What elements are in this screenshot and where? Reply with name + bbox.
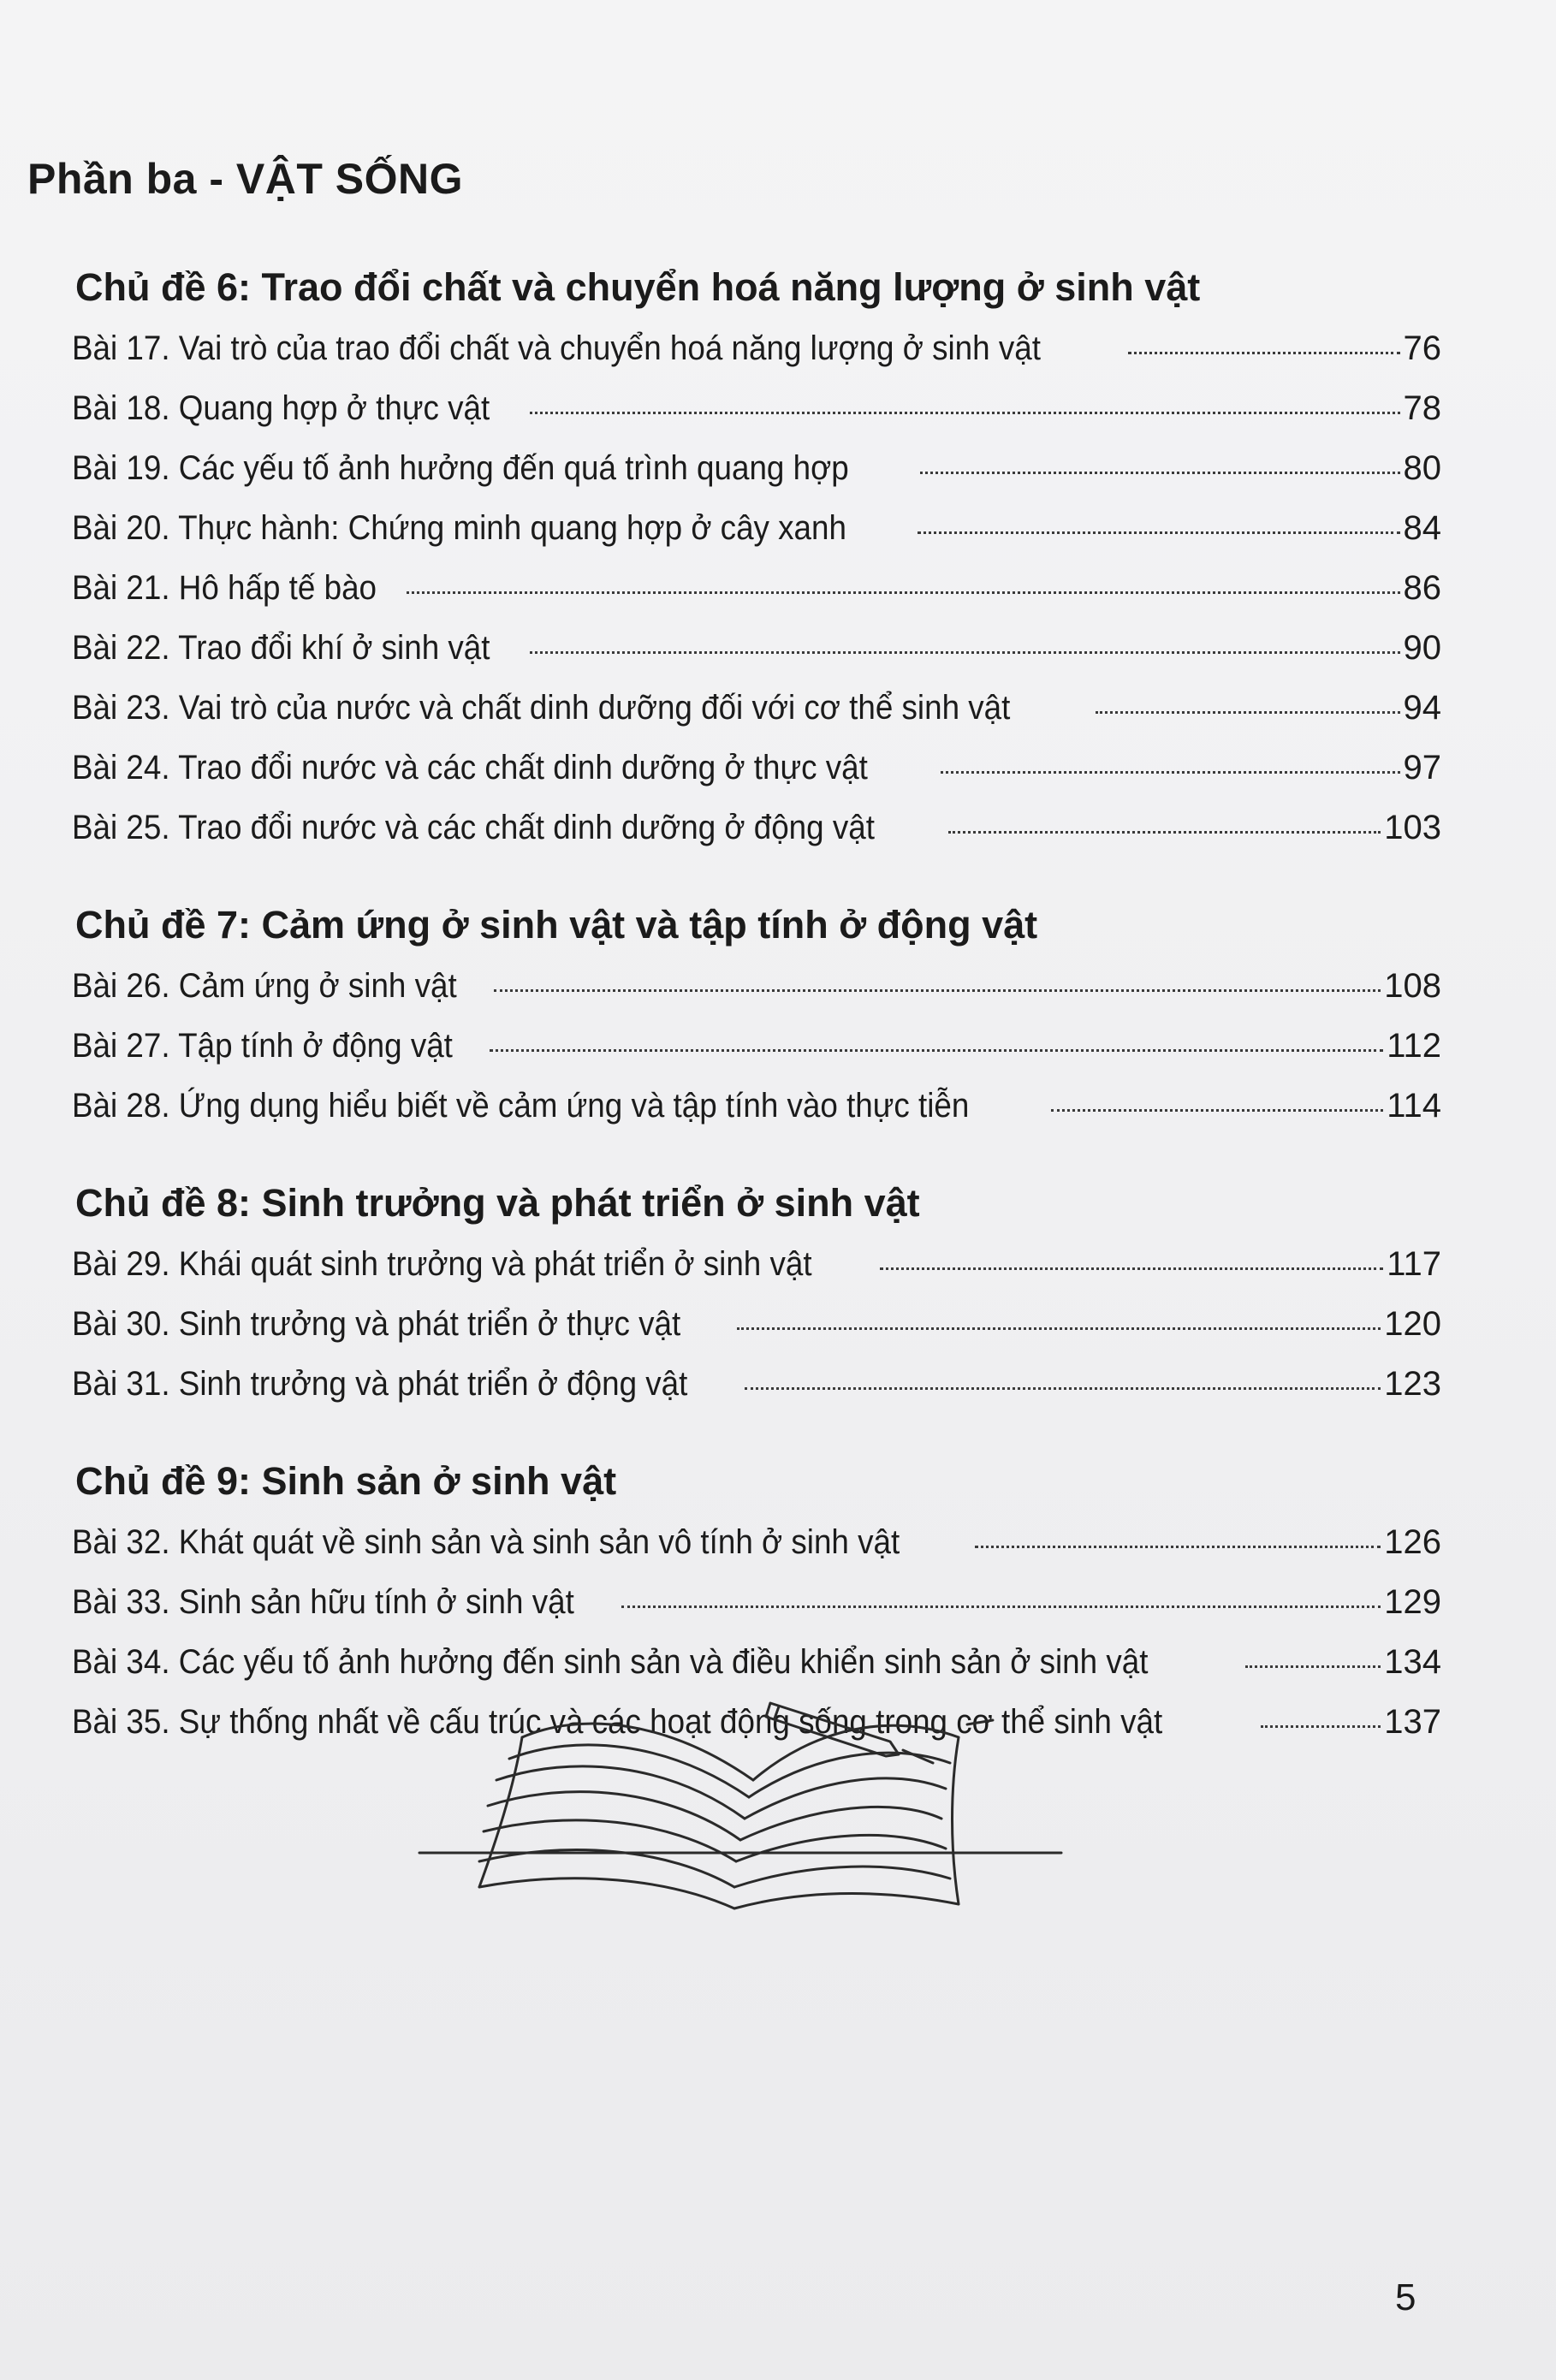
leader-dots: [1051, 1108, 1384, 1112]
entry-label: Bài 35. Sự thống nhất về cấu trúc và các hoạt động sống trong cơ thể sinh vật: [72, 1703, 1163, 1741]
toc-entry[interactable]: [72, 629, 1441, 682]
leader-dots: [880, 1267, 1383, 1270]
toc-entry[interactable]: [72, 1027, 1441, 1080]
entry-page: 94: [1403, 689, 1441, 727]
entry-page: 120: [1384, 1305, 1441, 1343]
entry-page: 86: [1403, 569, 1441, 607]
entry-page: 114: [1387, 1087, 1441, 1125]
toc-entry[interactable]: [72, 809, 1441, 862]
leader-dots: [494, 988, 1381, 992]
entry-label: Bài 29. Khái quát sinh trưởng và phát triển ở sinh vật: [72, 1245, 812, 1283]
entry-label: Bài 18. Quang hợp ở thực vật: [72, 389, 490, 427]
leader-dots: [1245, 1665, 1381, 1668]
leader-dots: [530, 650, 1400, 654]
toc-entry[interactable]: [72, 449, 1441, 502]
entry-label: Bài 22. Trao đổi khí ở sinh vật: [72, 629, 490, 667]
entry-page: 90: [1403, 629, 1441, 667]
leader-dots: [1096, 710, 1400, 714]
toc-entry[interactable]: [72, 1305, 1441, 1358]
entry-page: 129: [1384, 1583, 1441, 1621]
leader-dots: [745, 1386, 1381, 1390]
toc-entry[interactable]: [72, 1583, 1441, 1636]
topic-7-title: Chủ đề 7: Cảm ứng ở sinh vật và tập tính ở động vật: [75, 903, 1038, 947]
entry-label: Bài 25. Trao đổi nước và các chất dinh dưỡng ở động vật: [72, 809, 875, 846]
toc-entry[interactable]: [72, 689, 1441, 742]
entry-label: Bài 30. Sinh trưởng và phát triển ở thực vật: [72, 1305, 681, 1343]
leader-dots: [920, 471, 1400, 474]
entry-label: Bài 21. Hô hấp tế bào: [72, 569, 377, 607]
entry-label: Bài 17. Vai trò của trao đổi chất và chuyển hoá năng lượng ở sinh vật: [72, 329, 1041, 367]
leader-dots: [737, 1327, 1381, 1330]
entry-label: Bài 23. Vai trò của nước và chất dinh dưỡng đối với cơ thể sinh vật: [72, 689, 1011, 727]
entry-page: 108: [1384, 967, 1441, 1005]
entry-label: Bài 27. Tập tính ở động vật: [72, 1027, 453, 1065]
leader-dots: [621, 1605, 1381, 1608]
entry-label: Bài 20. Thực hành: Chứng minh quang hợp ở cây xanh: [72, 509, 846, 547]
entry-page: 84: [1403, 509, 1441, 547]
entry-label: Bài 28. Ứng dụng hiểu biết về cảm ứng và tập tính vào thực tiễn: [72, 1087, 970, 1125]
entry-label: Bài 33. Sinh sản hữu tính ở sinh vật: [72, 1583, 574, 1621]
entry-label: Bài 19. Các yếu tố ảnh hưởng đến quá trình quang hợp: [72, 449, 849, 487]
leader-dots: [1261, 1724, 1381, 1728]
page-number: 5: [1395, 2276, 1416, 2318]
leader-dots: [975, 1545, 1381, 1548]
toc-entry[interactable]: [72, 1523, 1441, 1576]
entry-label: Bài 24. Trao đổi nước và các chất dinh dưỡng ở thực vật: [72, 749, 868, 786]
topic-8-title: Chủ đề 8: Sinh trưởng và phát triển ở sinh vật: [75, 1181, 920, 1225]
leader-dots: [941, 770, 1400, 774]
entry-page: 117: [1387, 1245, 1441, 1283]
entry-page: 134: [1384, 1643, 1441, 1681]
entry-label: Bài 26. Cảm ứng ở sinh vật: [72, 967, 457, 1005]
entry-page: 123: [1384, 1365, 1441, 1403]
entry-label: Bài 34. Các yếu tố ảnh hưởng đến sinh sản và điều khiển sinh sản ở sinh vật: [72, 1643, 1149, 1681]
topic-6-title: Chủ đề 6: Trao đổi chất và chuyển hoá năng lượng ở sinh vật: [75, 265, 1201, 309]
entry-label: Bài 31. Sinh trưởng và phát triển ở động vật: [72, 1365, 688, 1403]
entry-page: 112: [1387, 1027, 1441, 1065]
leader-dots: [1128, 351, 1399, 354]
leader-dots: [490, 1048, 1384, 1052]
entry-page: 103: [1384, 809, 1441, 846]
entry-page: 137: [1384, 1703, 1441, 1741]
toc-entry[interactable]: [72, 967, 1441, 1020]
entry-page: 97: [1403, 749, 1441, 786]
leader-dots: [948, 830, 1381, 834]
entry-page: 78: [1403, 389, 1441, 427]
toc-entry[interactable]: [72, 389, 1441, 442]
open-book-with-pen-icon: [411, 1677, 1078, 2092]
toc-entry[interactable]: [72, 1365, 1441, 1418]
leader-dots: [918, 531, 1400, 534]
toc-entry[interactable]: [72, 1245, 1441, 1298]
leader-dots: [530, 411, 1400, 414]
topic-9-title: Chủ đề 9: Sinh sản ở sinh vật: [75, 1459, 617, 1503]
toc-entry[interactable]: [72, 569, 1441, 622]
entry-page: 76: [1403, 329, 1441, 367]
entry-label: Bài 32. Khát quát về sinh sản và sinh sản vô tính ở sinh vật: [72, 1523, 900, 1561]
leader-dots: [407, 591, 1400, 594]
entry-page: 80: [1403, 449, 1441, 487]
toc-entry[interactable]: [72, 329, 1441, 383]
toc-entry[interactable]: [72, 1087, 1441, 1140]
part-title: Phần ba - VẬT SỐNG: [27, 155, 464, 203]
entry-page: 126: [1384, 1523, 1441, 1561]
toc-entry[interactable]: [72, 509, 1441, 562]
toc-entry[interactable]: [72, 749, 1441, 802]
